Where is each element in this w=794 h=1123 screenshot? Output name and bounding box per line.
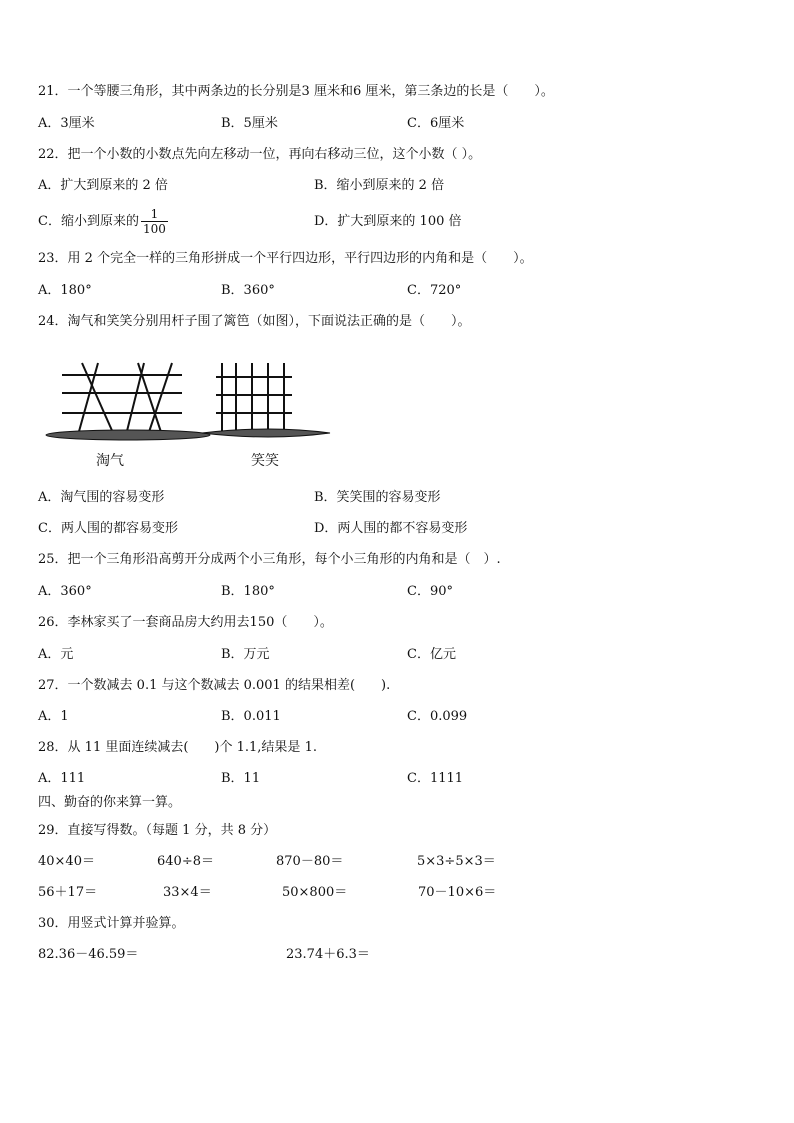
q29-item: 870－80＝ bbox=[276, 854, 344, 869]
q27-option-a: A．1 bbox=[38, 709, 69, 724]
q29-item: 33×4＝ bbox=[163, 885, 212, 900]
question-27-stem: 27．一个数减去 0.1 与这个数减去 0.001 的结果相差( ). bbox=[38, 678, 391, 693]
q21-option-c: C．6厘米 bbox=[407, 116, 465, 131]
q27-option-b: B．0.011 bbox=[221, 709, 281, 724]
fence-illustration bbox=[40, 355, 340, 445]
question-24-stem: 24．淘气和笑笑分别用杆子围了篱笆（如图），下面说法正确的是（ ）。 bbox=[38, 314, 471, 329]
section-4-heading: 四、勤奋的你来算一算。 bbox=[38, 795, 182, 810]
q24-option-b: B．笑笑围的容易变形 bbox=[314, 490, 441, 505]
q29-item: 5×3÷5×3＝ bbox=[417, 854, 496, 869]
question-21-stem: 21．一个等腰三角形，其中两条边的长分别是3 厘米和6 厘米，第三条边的长是（ ）。 bbox=[38, 84, 554, 99]
q28-option-c: C．1111 bbox=[407, 771, 464, 786]
label-xiaoxiao: 笑笑 bbox=[251, 453, 279, 469]
taoqi-fence bbox=[62, 363, 182, 435]
q29-item: 640÷8＝ bbox=[157, 854, 214, 869]
question-30-stem: 30．用竖式计算并验算。 bbox=[38, 916, 185, 931]
q28-option-a: A．111 bbox=[38, 771, 86, 786]
q25-option-a: A．360° bbox=[38, 584, 92, 599]
question-23-stem: 23．用 2 个完全一样的三角形拼成一个平行四边形，平行四边形的内角和是（ ）。 bbox=[38, 251, 533, 266]
q24-option-c: C．两人围的都容易变形 bbox=[38, 521, 178, 536]
q23-option-c: C．720° bbox=[407, 283, 462, 298]
taoqi-ground bbox=[46, 430, 210, 440]
q28-option-b: B．11 bbox=[221, 771, 261, 786]
q22-option-d: D．扩大到原来的 100 倍 bbox=[314, 214, 462, 229]
question-29-stem: 29．直接写得数。（每题 1 分，共 8 分） bbox=[38, 823, 277, 838]
q27-option-c: C．0.099 bbox=[407, 709, 468, 724]
question-26-stem: 26．李林家买了一套商品房大约用去150（ ）。 bbox=[38, 615, 333, 630]
q22-option-c bbox=[38, 204, 168, 240]
q30-problem-2: 23.74＋6.3＝ bbox=[286, 947, 370, 962]
q22-option-b: B．缩小到原来的 2 倍 bbox=[314, 178, 445, 193]
q23-option-a: A．180° bbox=[38, 283, 92, 298]
q29-item: 40×40＝ bbox=[38, 854, 95, 869]
xiaoxiao-fence bbox=[216, 363, 292, 433]
q26-option-c: C．亿元 bbox=[407, 647, 456, 662]
q29-item: 56＋17＝ bbox=[38, 885, 98, 900]
q29-item: 50×800＝ bbox=[282, 885, 348, 900]
q21-option-a: A．3厘米 bbox=[38, 116, 95, 131]
q26-option-a: A．元 bbox=[38, 647, 74, 662]
question-22-stem: 22．把一个小数的小数点先向左移动一位，再向右移动三位，这个小数（ ）。 bbox=[38, 147, 482, 162]
q26-option-b: B．万元 bbox=[221, 647, 270, 662]
q30-problem-1: 82.36－46.59＝ bbox=[38, 947, 139, 962]
q24-option-d: D．两人围的都不容易变形 bbox=[314, 521, 468, 536]
fraction-one-hundredth bbox=[141, 207, 168, 236]
q22-option-c-text: C．缩小到原来的 bbox=[38, 214, 139, 229]
q22-option-a: A．扩大到原来的 2 倍 bbox=[38, 178, 168, 193]
label-taoqi: 淘气 bbox=[96, 453, 124, 469]
q25-option-b: B．180° bbox=[221, 584, 275, 599]
q23-option-b: B．360° bbox=[221, 283, 275, 298]
question-28-stem: 28．从 11 里面连续减去( )个 1.1,结果是 1. bbox=[38, 740, 317, 755]
q24-option-a: A．淘气围的容易变形 bbox=[38, 490, 165, 505]
question-25-stem: 25．把一个三角形沿高剪开分成两个小三角形，每个小三角形的内角和是（ ）. bbox=[38, 552, 501, 567]
q29-item: 70－10×6＝ bbox=[418, 885, 497, 900]
fraction-denominator: 100 bbox=[142, 222, 166, 236]
fraction-numerator: 1 bbox=[141, 207, 168, 222]
q25-option-c: C．90° bbox=[407, 584, 453, 599]
q21-option-b: B．5厘米 bbox=[221, 116, 278, 131]
